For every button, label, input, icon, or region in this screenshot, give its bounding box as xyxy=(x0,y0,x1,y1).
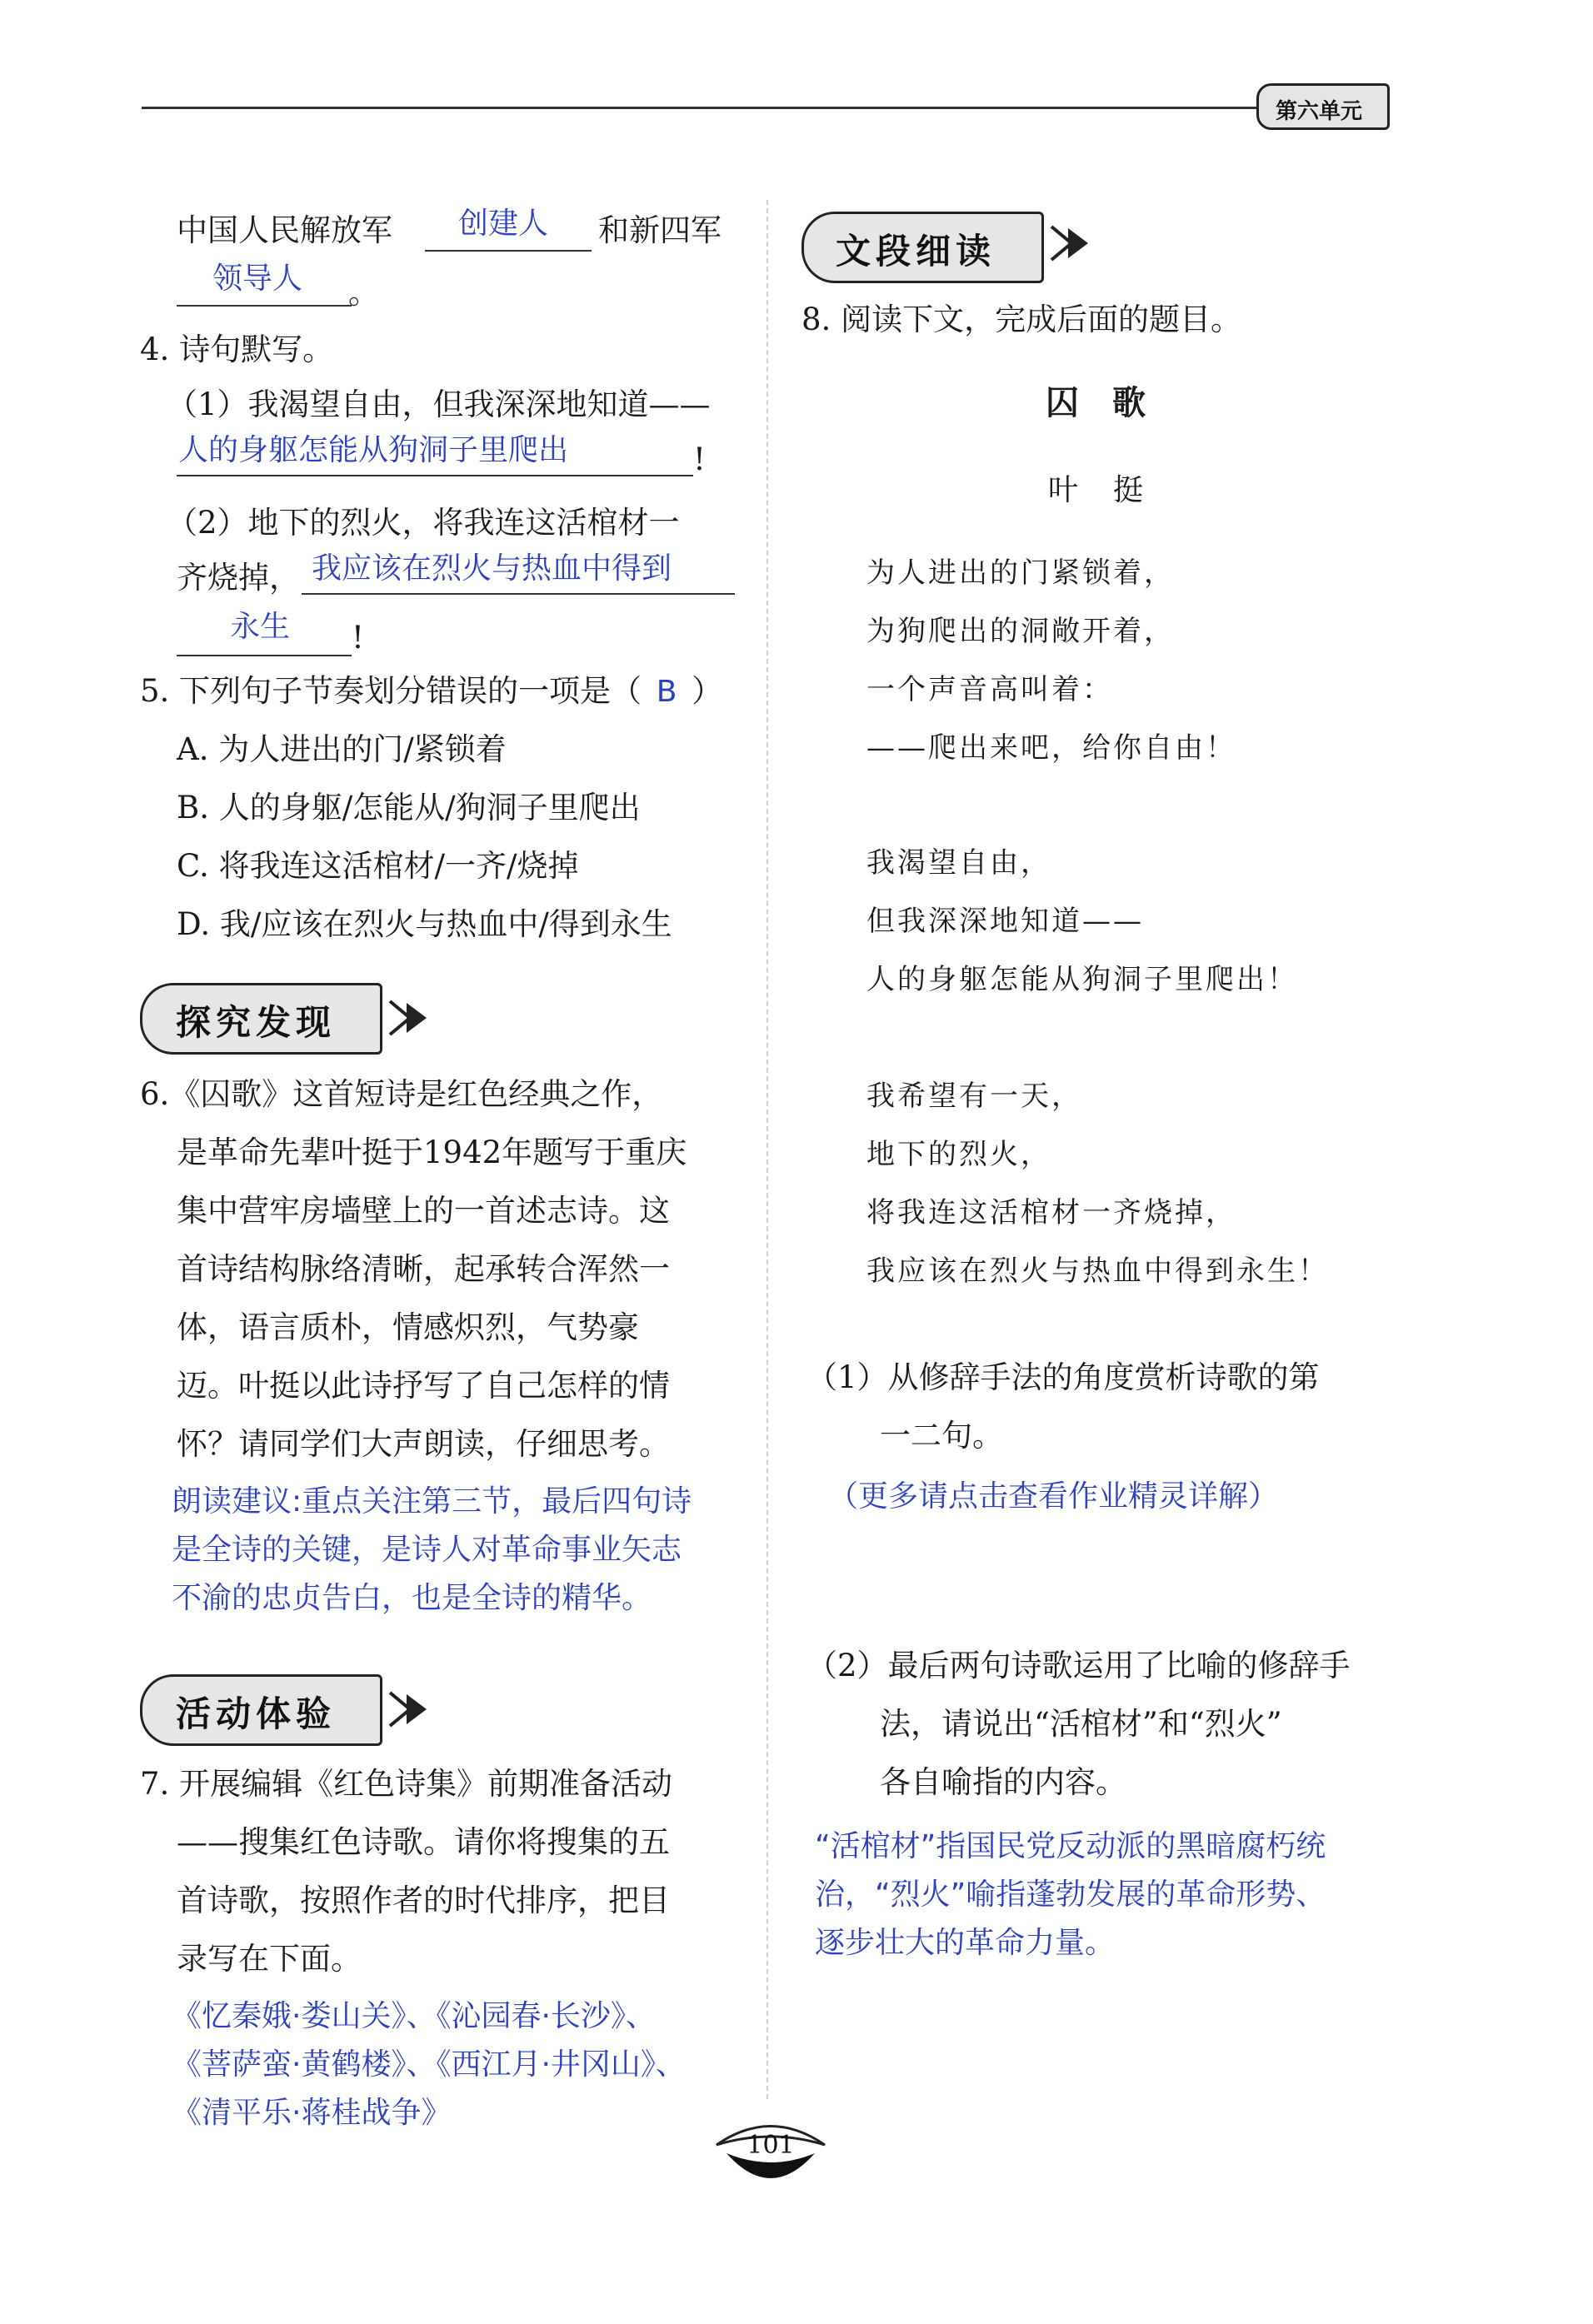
poem-line: 我应该在烈火与热血中得到永生！ xyxy=(866,1254,1329,1288)
q4-1-text: （1）我渴望自由，但我深深地知道—— xyxy=(167,387,711,422)
q6-answer-line: 朗读建议:重点关注第三节，最后四句诗 xyxy=(172,1484,692,1519)
q5-option-c: C. 将我连这活棺材/一齐/烧掉 xyxy=(177,848,579,884)
q4-2-line1: （2）地下的烈火，将我连这活棺材一 xyxy=(167,505,680,541)
poem-line: 人的身躯怎能从狗洞子里爬出！ xyxy=(866,963,1298,996)
q3-mid: 和新四军 xyxy=(598,212,722,248)
column-divider xyxy=(767,200,768,2099)
q4-2-blank-2 xyxy=(177,655,352,656)
play-chevron-icon xyxy=(385,998,443,1038)
section-banner-explore xyxy=(140,983,382,1055)
poem-line: 地下的烈火， xyxy=(866,1138,1051,1171)
q3-answer-1: 创建人 xyxy=(458,207,549,241)
q8-2-answer-line: 治，“烈火”喻指蓬勃发展的革命形势、 xyxy=(815,1878,1326,1912)
q5-option-d: D. 我/应该在烈火与热血中/得到永生 xyxy=(177,906,672,942)
q7-line: 录写在下面。 xyxy=(177,1941,362,1977)
poem-line: 将我连这活棺材一齐烧掉， xyxy=(866,1196,1236,1229)
q3-blank-2 xyxy=(177,305,352,307)
q8-2-line: 各自喻指的内容。 xyxy=(880,1764,1126,1800)
play-chevron-icon xyxy=(385,1689,443,1729)
q5-title-post: ） xyxy=(692,673,723,709)
q7-line: 首诗歌，按照作者的时代排序，把目 xyxy=(177,1883,670,1918)
poem-line: ——爬出来吧，给你自由！ xyxy=(866,731,1236,765)
q4-1-answer: 人的身躯怎能从狗洞子里爬出 xyxy=(178,433,569,467)
q3-end: 。 xyxy=(348,275,379,311)
q8-2-answer-line: “活棺材”指国民党反动派的黑暗腐朽统 xyxy=(815,1829,1326,1863)
q7-line: 7. 开展编辑《红色诗集》前期准备活动 xyxy=(140,1766,673,1802)
q7-line: ——搜集红色诗歌。请你将搜集的五 xyxy=(177,1824,670,1860)
section-explore-label: 探究发现 xyxy=(176,1002,337,1043)
q6-line: 体，语言质朴，情感炽烈，气势豪 xyxy=(177,1309,639,1345)
q5-option-b: B. 人的身躯/怎能从/狗洞子里爬出 xyxy=(177,790,641,825)
q4-2-answer-1: 我应该在烈火与热血中得到 xyxy=(312,551,672,586)
q4-2-end: ! xyxy=(352,620,364,656)
q6-answer-line: 不渝的忠贞告白，也是全诗的精华。 xyxy=(172,1581,652,1615)
unit-tab xyxy=(1256,83,1390,130)
header-rule xyxy=(142,107,1258,109)
page-number: 101 xyxy=(747,2131,795,2160)
q6-line: 迈。叶挺以此诗抒写了自己怎样的情 xyxy=(177,1368,670,1404)
q8-2-line: 法，请说出“活棺材”和“烈火” xyxy=(880,1706,1282,1742)
q5-answer: B xyxy=(656,675,677,709)
q6-line: 6.《囚歌》这首短诗是红色经典之作， xyxy=(140,1076,663,1112)
q6-line: 是革命先辈叶挺于1942年题写于重庆 xyxy=(177,1135,687,1170)
play-chevron-icon xyxy=(1046,223,1105,263)
poem-line: 为狗爬出的洞敞开着， xyxy=(866,615,1175,648)
q6-answer-line: 是全诗的关键，是诗人对革命事业矢志 xyxy=(172,1533,682,1567)
section-reading-label: 文段细读 xyxy=(836,231,996,272)
q4-1-blank xyxy=(177,475,693,476)
q3-prefix: 中国人民解放军 xyxy=(177,212,392,248)
section-activity-label: 活动体验 xyxy=(176,1693,337,1734)
q8-1-line: （1）从修辞手法的角度赏析诗歌的第 xyxy=(806,1359,1320,1395)
unit-tab-label: 第六单元 xyxy=(1276,99,1363,124)
q8-2-answer-line: 逐步壮大的革命力量。 xyxy=(815,1926,1116,1960)
q7-answer-line: 《忆秦娥·娄山关》、《沁园春·长沙》、 xyxy=(172,1999,656,2033)
q6-line: 怀？请同学们大声朗读，仔细思考。 xyxy=(177,1426,670,1462)
q4-2-blank-1 xyxy=(302,593,735,595)
q8-1-answer: （更多请点击查看作业精灵详解） xyxy=(828,1479,1279,1514)
poem-line: 一个声音高叫着： xyxy=(866,673,1113,706)
poem-author: 叶 挺 xyxy=(1048,473,1146,507)
q4-title: 4. 诗句默写。 xyxy=(140,332,334,367)
q3-answer-2: 领导人 xyxy=(212,262,303,296)
q7-answer-line: 《清平乐·蒋桂战争》 xyxy=(172,2096,452,2130)
q6-line: 集中营牢房墙壁上的一首述志诗。这 xyxy=(177,1193,670,1229)
poem-line: 我希望有一天， xyxy=(866,1080,1082,1113)
q8-1-line: 一二句。 xyxy=(880,1418,1003,1454)
q5-title-pre: 5. 下列句子节奏划分错误的一项是（ xyxy=(140,673,642,709)
q6-line: 首诗结构脉络清晰，起承转合浑然一 xyxy=(177,1251,670,1287)
q8-2-line: （2）最后两句诗歌运用了比喻的修辞手 xyxy=(806,1648,1351,1683)
q4-2-answer-2: 永生 xyxy=(230,610,291,644)
poem-title: 囚 歌 xyxy=(1046,383,1146,422)
q8-title: 8. 阅读下文，完成后面的题目。 xyxy=(801,302,1242,337)
section-banner-activity xyxy=(140,1674,382,1746)
q5-title xyxy=(140,673,722,710)
poem-line: 为人进出的门紧锁着， xyxy=(866,556,1175,590)
q4-1-end: ! xyxy=(693,441,706,477)
q7-answer-line: 《菩萨蛮·黄鹤楼》、《西江月·井冈山》、 xyxy=(172,2047,686,2082)
q5-option-a: A. 为人进出的门/紧锁着 xyxy=(177,731,507,767)
poem-line: 但我深深地知道—— xyxy=(866,905,1144,938)
section-banner-reading xyxy=(801,212,1044,283)
q4-2-prefix: 齐烧掉， xyxy=(177,560,300,596)
poem-line: 我渴望自由， xyxy=(866,846,1051,880)
q3-blank-1 xyxy=(425,250,592,252)
